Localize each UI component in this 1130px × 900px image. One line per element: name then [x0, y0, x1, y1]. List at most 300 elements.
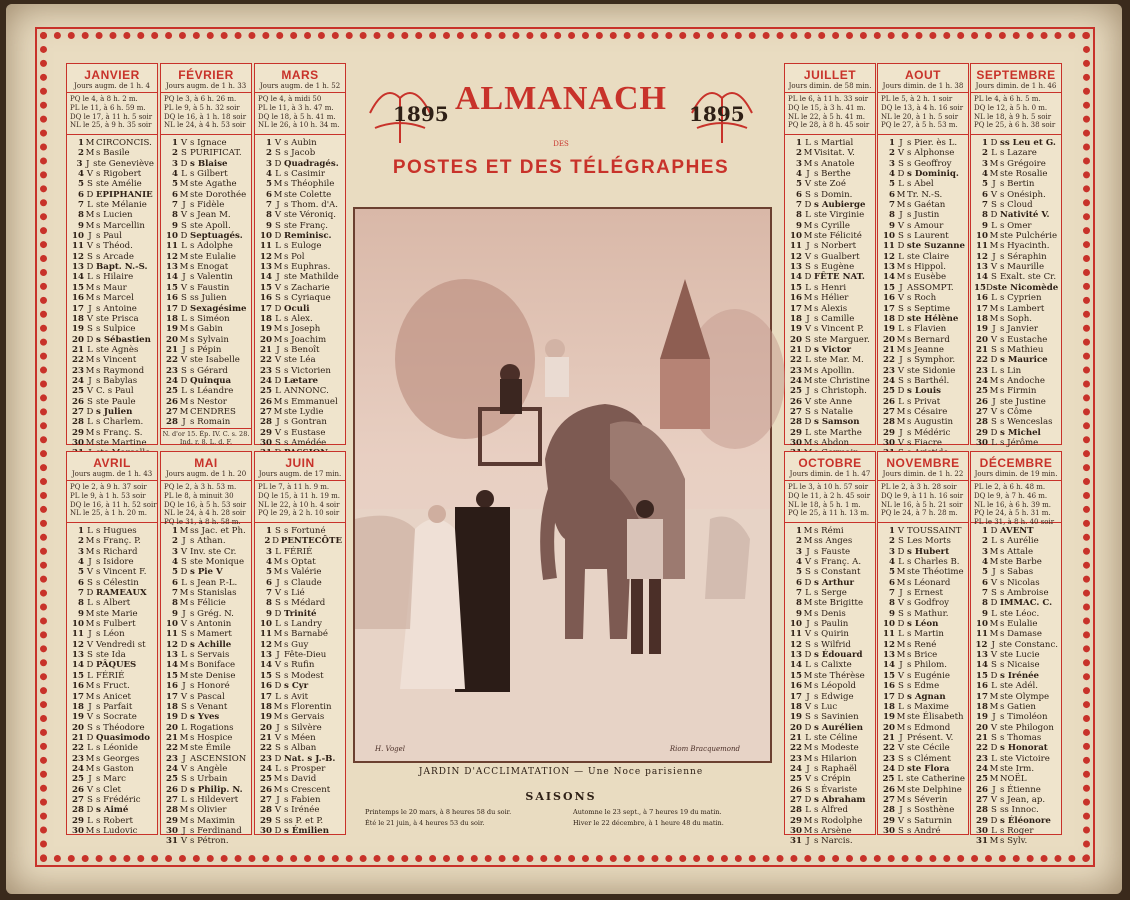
day-row: 17 V s Pascal	[166, 691, 225, 702]
day-row: 14 J s Philom.	[883, 660, 948, 671]
day-row: 14 L s Calixte	[790, 660, 852, 671]
day-row: 23 M s Apollin.	[790, 365, 855, 376]
day-row: 25 V C. s Paul	[72, 386, 134, 397]
day-row: 6 M ste Colette	[266, 189, 332, 200]
day-row: 9 L s Omer	[982, 220, 1032, 231]
month-name: JUILLET	[803, 68, 857, 82]
day-row: 20 V ste Philogon	[976, 722, 1054, 733]
day-row: 21 M s Hospice	[166, 732, 233, 743]
day-row: 19 M s Gervais	[260, 712, 325, 723]
day-row: 13 M s Hippol.	[883, 262, 947, 273]
moon-phase: PQ le 2, à 9 h. 37 soir	[70, 483, 147, 491]
day-row: 2 S PURIFICAT.	[172, 148, 242, 159]
day-row: 11 J s Norbert	[790, 241, 857, 252]
moon-phases	[255, 93, 345, 135]
day-row: 19 V s Socrate	[72, 712, 137, 723]
day-row: 6 V s Nicolas	[982, 577, 1040, 588]
day-row: 2 J s Athan.	[172, 536, 226, 547]
day-row: 26 M s Emmanuel	[260, 396, 338, 407]
saisons-title: SAISONS	[525, 790, 597, 803]
month-juillet	[784, 63, 876, 448]
day-row: 23 V ste Sidonie	[883, 365, 956, 376]
day-row: 14 J s Valentin	[166, 272, 233, 283]
month-name: AOUT	[905, 68, 941, 82]
day-row: 5 M s Théophile	[266, 179, 335, 190]
day-row: 3 M s Richard	[78, 546, 138, 557]
day-row: 12 M s René	[883, 639, 937, 650]
day-row: 2 D PENTECÔTE	[264, 536, 342, 547]
month-name: OCTOBRE	[798, 456, 862, 470]
day-row: 8 L ste Virginie	[796, 210, 865, 221]
day-row: 12 L ste Claire	[883, 251, 950, 262]
day-row: 14 S s Nicaise	[976, 660, 1040, 671]
day-row: 11 V s Quirin	[790, 629, 849, 640]
day-row: 11 L s Euloge	[260, 241, 322, 252]
day-row: 17 M ste Olympe	[976, 691, 1050, 702]
day-row: 18 L s Alex.	[260, 313, 313, 324]
month-name: JUIN	[285, 456, 315, 470]
day-row: 23 J ASCENSION	[166, 753, 247, 764]
day-row: 20 S s Théodore	[72, 722, 145, 733]
month-mars	[254, 63, 346, 448]
day-row: 10 V s Antonin	[166, 619, 232, 630]
day-row: 11 L s Adolphe	[166, 241, 233, 252]
day-row: 2 V s Alphonse	[889, 148, 955, 159]
day-row: 13 S ste Ida	[72, 650, 126, 661]
month-septembre	[970, 63, 1062, 448]
moon-phase: DQ le 16, à 11 h. 52 soir	[70, 500, 157, 509]
day-list	[971, 135, 1061, 448]
day-row: 11 M s Damase	[976, 629, 1042, 640]
day-row: 4 D s Dominiq.	[889, 169, 959, 180]
day-row: 12 S s Arcade	[72, 251, 134, 262]
day-row: 30 L s Roger	[976, 825, 1034, 836]
month-name: SEPTEMBRE	[976, 68, 1056, 82]
day-row: 11 V s Théod.	[72, 241, 133, 252]
day-row: 29 M s Franç. S.	[72, 427, 143, 438]
day-row: 8 L s Albert	[78, 598, 131, 609]
day-row: 13 S s Eugène	[790, 262, 855, 273]
day-row: 19 D s Yves	[166, 712, 220, 723]
day-row: 12 S s Wilfrid	[790, 639, 851, 650]
day-row: 19 V s Vincent P.	[790, 324, 864, 335]
month-daylength: Jours augm. de 17 min.	[255, 470, 345, 481]
artist-left: H. Vogel	[375, 745, 406, 753]
day-row: 28 L s Charlem.	[72, 417, 144, 428]
day-row: 21 J s Benoît	[260, 344, 320, 355]
moon-phases	[67, 481, 157, 523]
day-row: 30 S s Amédée	[260, 437, 327, 448]
day-row: 4 L s Charles B.	[889, 557, 960, 568]
moon-phases	[785, 481, 875, 523]
day-row: 15 M s Maur	[72, 282, 127, 293]
day-row: 4 M s Optat	[266, 557, 316, 568]
day-row: 25 S s Urbain	[166, 774, 228, 785]
day-row: 18 M s Gatien	[976, 701, 1036, 712]
day-row: 18 M s Soph.	[976, 313, 1032, 324]
day-row: 20 D s Sébastien	[72, 334, 151, 345]
day-row: 1 D AVENT	[982, 526, 1034, 536]
month-daylength: Jours dimin. de 58 min.	[785, 82, 875, 93]
day-row: 9 M s Marcellin	[78, 220, 145, 231]
month-daylength: Jours dimin. de 19 min.	[971, 470, 1061, 481]
day-row: 24 M s Gaston	[72, 763, 134, 774]
day-row: 31 V s Pétron.	[166, 836, 229, 847]
day-row: 1 M CIRCONCIS.	[78, 138, 152, 148]
day-row: 20 M s Sylvain	[166, 334, 229, 345]
day-row: 28 L s Alfred	[790, 805, 848, 816]
day-row: 26 J s Étienne	[976, 784, 1041, 795]
moon-phase: NL le 24, à 4 h. 28 soir	[164, 509, 246, 518]
day-row: 1 V s Ignace	[172, 138, 227, 148]
day-row: 31 M s Sylv.	[976, 836, 1028, 847]
day-row: 10 D s Léon	[883, 619, 939, 630]
day-row: 6 S s Domin.	[796, 189, 853, 200]
day-row: 10 M ste Pulchérie	[976, 231, 1058, 242]
day-row: 7 J s Ernest	[889, 588, 944, 599]
day-row: 15 L s Henri	[790, 282, 847, 293]
day-row: 23 S s Gérard	[166, 365, 228, 376]
day-row: 19 M s Joseph	[260, 324, 321, 335]
day-row: 30 M s Arsène	[790, 825, 852, 836]
day-row: 8 S s Médard	[266, 598, 326, 609]
day-row: 17 J s Antoine	[72, 303, 137, 314]
season-hiver: Hiver le 22 décembre, à 1 heure 48 du matin.	[573, 819, 724, 827]
day-row: 18 M s Florentin	[260, 701, 332, 712]
month-name: MARS	[281, 68, 319, 82]
day-row: 10 D Septuagés.	[166, 231, 243, 242]
day-row: 19 J s Janvier	[976, 324, 1039, 335]
day-row: 24 J s Raphaël	[790, 763, 857, 774]
day-list	[878, 135, 968, 459]
season-ete: Été le 21 juin, à 4 heures 53 du soir.	[365, 819, 485, 827]
day-list	[161, 523, 251, 847]
day-row: 22 M ste Émile	[166, 743, 231, 754]
day-row: 11 D ste Suzanne	[882, 241, 965, 252]
day-row: 23 L ste Victoire	[976, 753, 1050, 764]
month-name: NOVEMBRE	[886, 456, 960, 470]
month-daylength: Jours dimin. de 1 h. 22	[878, 470, 968, 481]
month-janvier	[66, 63, 158, 448]
day-row: 19 J s Timoléon	[976, 712, 1048, 723]
day-row: 24 M ste Irm.	[976, 763, 1035, 774]
day-row: 6 M s Léonard	[889, 577, 951, 588]
moon-phase: PL le 2, à 6 h. 48 m.	[974, 483, 1046, 491]
day-row: 9 D Trinité	[266, 608, 317, 619]
day-row: 1 M s Rémi	[796, 526, 844, 536]
month-aout	[877, 63, 969, 448]
day-row: 4 V s Franç. A.	[796, 557, 862, 568]
moon-phases	[878, 93, 968, 135]
day-row: 17 D Oculi	[260, 303, 310, 314]
day-row: 15 V s Faustin	[166, 282, 230, 293]
day-row: 7 D s Aubierge	[796, 200, 866, 211]
moon-phase: DQ le 18, à 5 h. 41 m.	[258, 112, 336, 121]
day-row: 16 J s Honoré	[166, 681, 230, 692]
day-row: 15 D ste Nicomède	[974, 282, 1059, 293]
day-row: 12 V Vendredi st	[72, 639, 146, 650]
day-row: 21 J Présent. V.	[883, 732, 954, 743]
moon-phase: PL le 5, à 2 h. 1 soir	[881, 95, 953, 103]
moon-phase: PL le 11, à 6 h. 59 m.	[70, 103, 146, 112]
day-row: 3 D s Blaise	[172, 158, 228, 169]
moon-phase: NL le 16, à 5 h. 21 soir	[881, 500, 963, 509]
day-row: 12 J s Séraphin	[976, 251, 1047, 262]
day-list	[878, 523, 968, 836]
moon-phase: PL le 7, à 11 h. 9 m.	[258, 483, 330, 491]
day-row: 9 S s Mathur.	[889, 608, 949, 619]
year-left: 1895	[393, 102, 449, 126]
day-row: 5 V ste Zoé	[796, 179, 846, 190]
day-row: 8 M s Lucien	[78, 210, 133, 221]
day-row: 22 V ste Cécile	[883, 743, 950, 754]
day-row: 5 L s Abel	[889, 179, 934, 190]
month-daylength: Jours dimin. de 1 h. 47	[785, 470, 875, 481]
day-row: 21 D Quasimodo	[72, 732, 150, 743]
day-row: 6 D EPIPHANIE	[78, 189, 153, 200]
day-row: 6 S s Célestin	[78, 577, 139, 588]
day-row: 25 L s Léandre	[166, 386, 234, 397]
day-row: 6 M Tr. N.-S.	[889, 189, 943, 200]
day-row: 14 M s Boniface	[166, 660, 236, 671]
day-row: 2 M Visitat. V.	[796, 148, 855, 159]
day-row: 27 D s Julien	[72, 406, 133, 417]
day-row: 16 M s Fruct.	[72, 681, 130, 692]
season-printemps: Printemps le 20 mars, à 8 heures 58 du soir.	[365, 808, 512, 816]
month-name: MAI	[194, 456, 218, 470]
moon-phase: DQ le 15, à 11 h. 19 m.	[258, 491, 341, 500]
day-row: 6 D s Arthur	[796, 577, 855, 588]
month-name: FÉVRIER	[178, 68, 234, 82]
moon-phase: PQ le 27, à 5 h. 53 m.	[881, 121, 958, 130]
day-row: 27 M ste Lydie	[260, 406, 324, 417]
moon-phase: DQ le 15, à 3 h. 41 m.	[788, 103, 866, 112]
day-row: 15 V s Eugénie	[883, 670, 950, 681]
day-list	[67, 523, 157, 836]
month-footnote: N. d'or 15. Ép. IV. C. s. 28. Ind. r. 8. L. d. F.	[162, 429, 250, 446]
moon-phase: DQ le 17, à 11 h. 5 soir	[70, 112, 153, 121]
day-row: 21 M s Jeanne	[883, 344, 944, 355]
moon-phase: NL le 20, à 1 h. 5 soir	[881, 112, 959, 121]
day-row: 25 J s Christoph.	[790, 386, 867, 397]
moon-phase: PL le 8, à minuit 30	[164, 491, 234, 500]
moon-phase: PL le 11, à 3 h. 47 m.	[258, 103, 334, 112]
month-daylength: Jours augm. de 1 h. 20	[161, 470, 251, 481]
day-row: 20 M s Bernard	[883, 334, 950, 345]
day-row: 23 M s Raymond	[72, 365, 145, 376]
day-row: 15 J ASSOMPT.	[883, 282, 954, 293]
day-row: 18 D ste Hélène	[883, 313, 959, 324]
almanac-subtitle: POSTES ET DES TÉLÉGRAPHES	[392, 157, 730, 178]
moon-phase: DQ le 11, à 2 h. 45 soir	[788, 491, 871, 500]
day-row: 27 V s Côme	[976, 406, 1033, 417]
day-row: 9 J s Grég. N.	[172, 608, 234, 619]
moon-phase: NL le 22, à 10 h. 4 soir	[258, 500, 340, 509]
day-row: 23 D Nat. s J.-B.	[260, 753, 336, 764]
day-row: 29 L s Robert	[72, 815, 133, 826]
day-row: 5 M ste Théotime	[889, 567, 964, 578]
day-row: 16 M s Hélier	[790, 293, 849, 304]
day-row: 8 D Nativité V.	[982, 210, 1050, 221]
day-row: 25 M NOËL	[976, 774, 1027, 785]
day-row: 26 M s Crescent	[260, 784, 331, 795]
day-row: 10 L s Landry	[260, 619, 322, 630]
moon-phase: PQ le 2, à 3 h. 53 m.	[164, 483, 237, 491]
day-row: 21 D s Victor	[790, 344, 852, 355]
day-row: 28 J s Gontran	[260, 417, 327, 428]
day-list	[971, 523, 1061, 847]
day-row: 21 V s Méen	[260, 732, 316, 743]
day-row: 30 M s Ludovic	[72, 825, 138, 836]
day-row: 11 S s Mamert	[166, 629, 232, 640]
day-row: 14 V s Rufin	[260, 660, 315, 671]
day-row: 10 J s Paul	[72, 231, 122, 242]
moon-phases	[785, 93, 875, 135]
day-row: 16 L s Cyprien	[976, 293, 1042, 304]
day-row: 5 D s Pie V	[172, 567, 223, 578]
moon-phase: PQ le 29, à 2 h. 10 soir	[258, 509, 340, 518]
day-list	[255, 523, 345, 836]
day-row: 22 M s Modeste	[790, 743, 859, 754]
moon-phases	[971, 481, 1061, 527]
day-row: 14 M s Eusèbe	[883, 272, 947, 283]
moon-phase: NL le 24, à 4 h. 53 soir	[164, 121, 246, 130]
day-row: 13 M s Enogat	[166, 262, 229, 273]
day-row: 1 M ss Jac. et Ph.	[172, 526, 246, 536]
day-row: 5 S ste Amélie	[78, 179, 142, 190]
day-row: 17 D s Agnan	[883, 691, 946, 702]
day-list	[67, 135, 157, 459]
day-row: 8 V s Godfroy	[889, 598, 949, 609]
day-row: 30 J s Ferdinand	[166, 825, 242, 836]
day-row: 16 S s Cyriaque	[260, 293, 331, 304]
day-row: 16 D s Cyr	[260, 681, 309, 692]
day-row: 26 S ste Paule	[72, 396, 136, 407]
day-row: 21 L ste Agnès	[72, 344, 139, 355]
day-row: 1 V s Aubin	[266, 138, 317, 148]
day-row: 29 J s Médéric	[883, 427, 951, 438]
day-row: 24 D ste Flora	[883, 763, 950, 774]
day-row: 21 J s Pépin	[166, 344, 222, 355]
day-row: 8 V ste Véroniq.	[266, 210, 336, 221]
day-row: 24 D Quinqua	[166, 375, 232, 386]
month-name: DÉCEMBRE	[979, 456, 1053, 470]
month-daylength: Jours dimin. de 1 h. 38	[878, 82, 968, 93]
moon-phase: PQ le 24, à 5 h. 31 m.	[974, 509, 1051, 518]
day-row: 31 J s Narcis.	[790, 836, 853, 847]
day-row: 9 L ste Léoc.	[982, 608, 1040, 619]
day-row: 7 M s Stanislas	[172, 588, 237, 599]
day-row: 24 D Lætare	[260, 375, 318, 386]
day-row: 22 D s Honorat	[976, 743, 1048, 754]
day-row: 7 L s Serge	[796, 588, 847, 599]
day-row: 10 D Reminisc.	[260, 231, 332, 242]
day-row: 30 V s Fiacre	[883, 437, 942, 448]
day-row: 16 S s Edme	[883, 681, 940, 692]
day-row: 25 M s Firmin	[976, 386, 1037, 397]
day-row: 6 V s Onésiph.	[982, 189, 1046, 200]
month-décembre	[970, 451, 1062, 847]
day-row: 27 M s Césaire	[883, 406, 948, 417]
day-row: 7 S s Cloud	[982, 200, 1033, 211]
day-row: 17 M s Alexis	[790, 303, 848, 314]
month-juin	[254, 451, 346, 835]
day-row: 27 M s Séverin	[883, 794, 948, 805]
day-row: 9 V s Amour	[889, 220, 944, 231]
day-row: 27 S s Frédéric	[72, 794, 141, 805]
day-row: 30 S s André	[883, 825, 941, 836]
day-row: 3 M s Grégoire	[982, 158, 1046, 169]
day-row: 12 M s Pol	[260, 251, 305, 262]
day-row: 13 V s Maurille	[976, 262, 1045, 273]
day-row: 18 L s Maxime	[883, 701, 949, 712]
day-row: 1 J s Pier. ès L.	[889, 138, 958, 148]
day-row: 2 S s Jacob	[266, 148, 316, 159]
day-row: 6 J s Claude	[266, 577, 322, 588]
day-list	[785, 135, 875, 459]
moon-phase: NL le 26, à 10 h. 34 m.	[258, 121, 340, 130]
day-row: 23 M s Hilarion	[790, 753, 857, 764]
day-row: 17 S s Septime	[883, 303, 951, 314]
month-daylength: Jours augm. de 1 h. 52	[255, 82, 345, 93]
moon-phase: DQ le 9, à 7 h. 46 m.	[974, 491, 1048, 500]
day-row: 4 L s Gilbert	[172, 169, 228, 180]
day-row: 16 M s Léopold	[790, 681, 857, 692]
day-row: 25 J s Marc	[72, 774, 126, 785]
day-row: 20 M s Joachim	[260, 334, 327, 345]
day-row: 18 S s Venant	[166, 701, 228, 712]
day-row: 12 D s Achille	[166, 639, 232, 650]
day-row: 25 D s Louis	[883, 386, 941, 397]
month-octobre	[784, 451, 876, 847]
day-row: 7 V s Lié	[266, 588, 305, 599]
day-row: 1 D ss Leu et G.	[982, 138, 1056, 148]
day-row: 12 J ste Constanc.	[975, 639, 1058, 650]
day-row: 13 V ste Lucie	[976, 650, 1040, 661]
month-avril	[66, 451, 158, 835]
day-row: 11 J s Léon	[72, 629, 125, 640]
day-row: 3 D Quadragés.	[266, 158, 339, 169]
moon-phase: PQ le 28, à 8 h. 45 soir	[788, 121, 870, 130]
day-row: 27 J s Fabien	[260, 794, 321, 805]
day-row: 18 V s Luc	[790, 701, 838, 712]
moon-phase: DQ le 9, à 11 h. 16 soir	[881, 491, 964, 500]
day-row: 8 D IMMAC. C.	[982, 598, 1053, 609]
day-row: 13 M s Brice	[883, 650, 938, 661]
day-row: 5 M ste Agathe	[172, 179, 237, 190]
moon-phase: PQ le 4, à 8 h. 2 m.	[70, 95, 138, 103]
day-row: 18 J s Parfait	[72, 701, 133, 712]
day-row: 27 S s Natalie	[790, 406, 853, 417]
day-row: 24 J s Babylas	[72, 375, 138, 386]
day-row: 24 L s Prosper	[260, 763, 326, 774]
day-row: 11 M s Barnabé	[260, 629, 328, 640]
day-row: 5 S s Constant	[796, 567, 861, 578]
day-list	[255, 135, 345, 459]
day-row: 28 J s Sosthène	[883, 805, 955, 816]
day-row: 9 M s Cyrille	[796, 220, 851, 231]
day-row: 9 S ste Apoll.	[172, 220, 231, 231]
day-list	[785, 523, 875, 847]
day-row: 29 D s Michel	[976, 427, 1041, 438]
artist-right: Riom Bracquemond	[669, 745, 740, 753]
day-row: 3 M s Attale	[982, 546, 1034, 557]
day-row: 28 V s Irénée	[260, 805, 320, 816]
illustration-caption: JARDIN D'ACCLIMATATION — Une Noce parisienne	[418, 767, 704, 777]
day-row: 24 S s Barthél.	[883, 375, 950, 386]
day-row: 28 S s Wenceslas	[976, 417, 1053, 428]
day-row: 1 S s Fortuné	[266, 526, 326, 536]
